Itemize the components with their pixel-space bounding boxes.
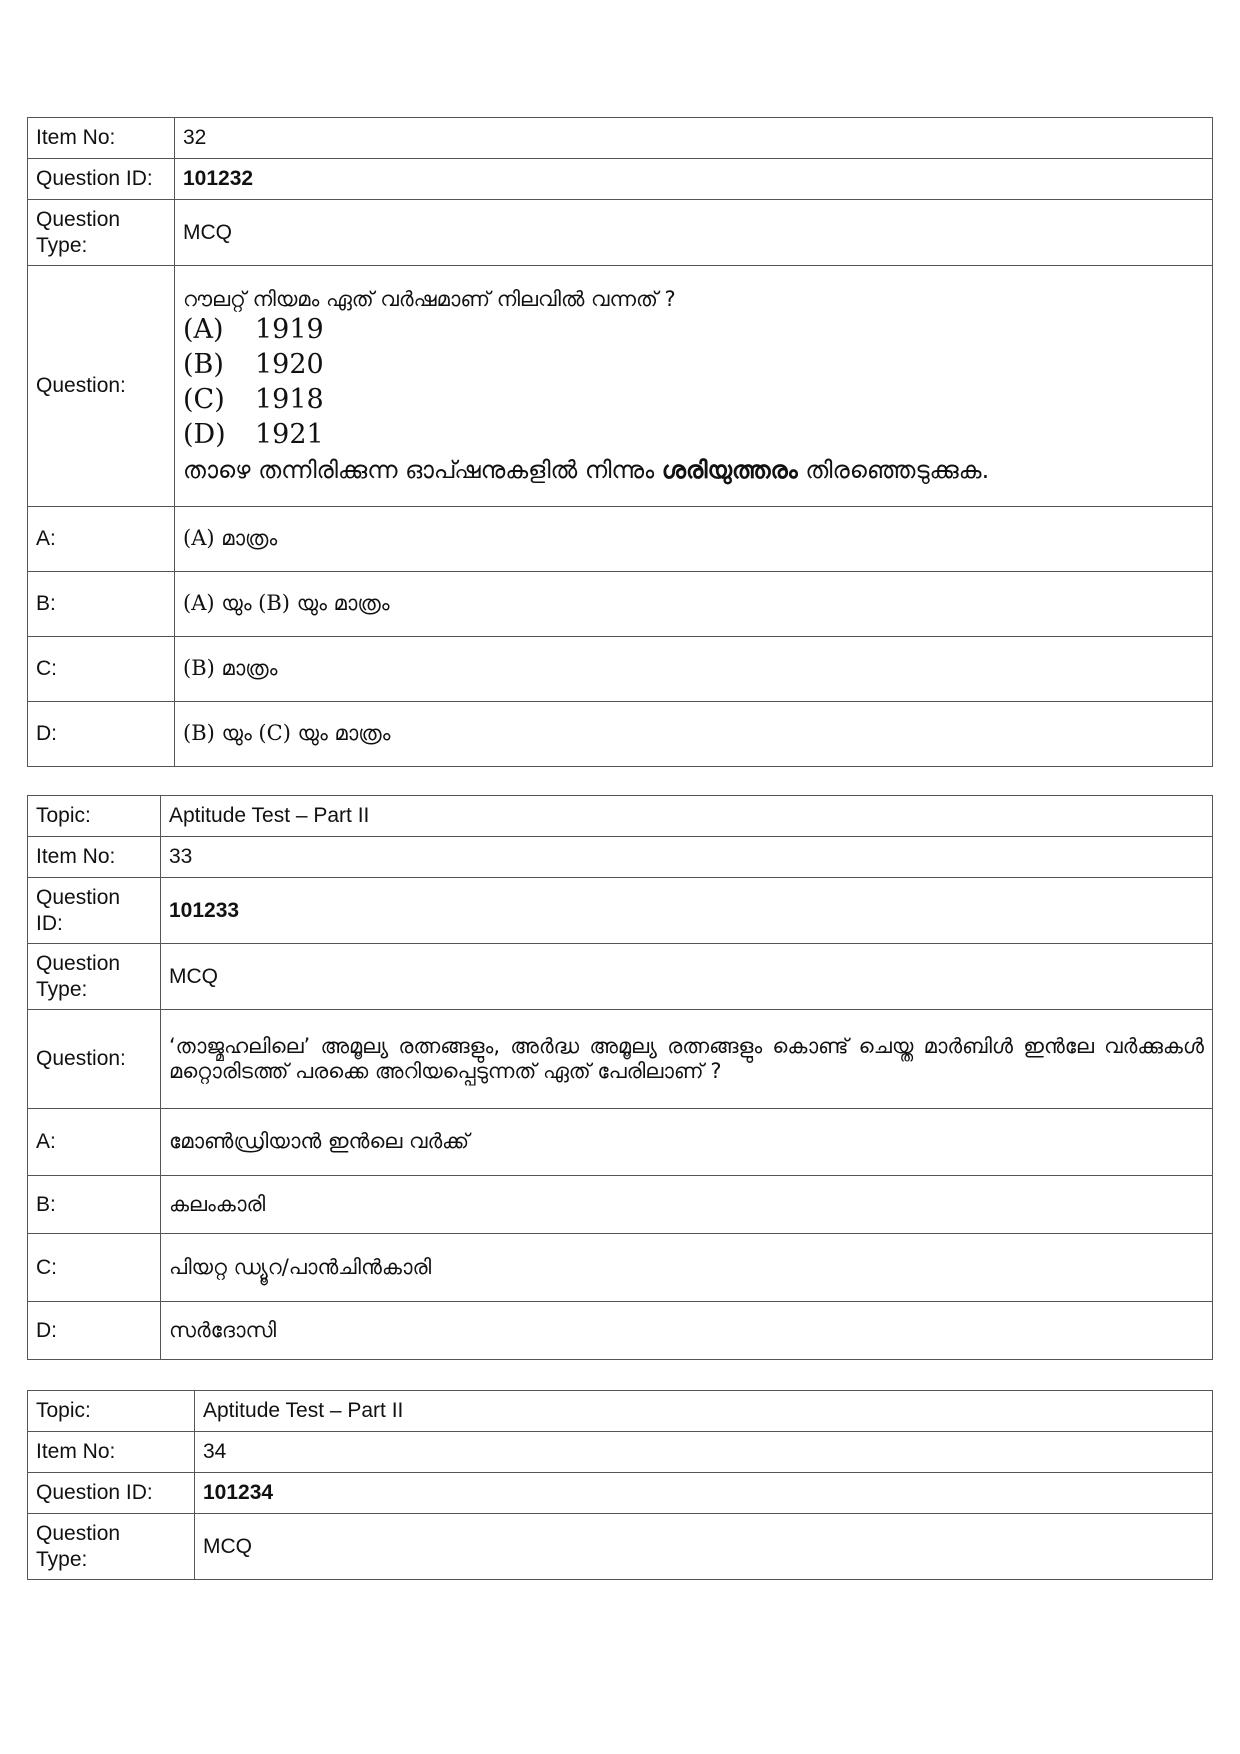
question-type-row <box>28 1514 1213 1580</box>
option-year: 1918 <box>255 384 324 416</box>
question-label: Question: <box>28 1010 161 1109</box>
item-no-row <box>28 118 1213 159</box>
question-type-label <box>28 944 161 1010</box>
item-no-value: 32 <box>175 118 1213 159</box>
instruction-text: താഴെ തന്നിരിക്കുന്ന ഓപ്ഷനുകളിൽ നിന്നും <box>183 456 662 485</box>
question-type-label-line-1: Question <box>36 952 121 976</box>
answer-c-text: പിയറ്റ ഡ്യൂറ/പാൻചിൻകാരി <box>161 1234 1213 1302</box>
question-instruction <box>183 456 1204 485</box>
item-no-row <box>28 837 1213 878</box>
answer-c-row <box>28 637 1213 702</box>
topic-row <box>28 796 1213 837</box>
option-year: 1920 <box>255 349 324 381</box>
answer-d-label: D: <box>28 702 175 767</box>
answer-c-label: C: <box>28 637 175 702</box>
instruction-text-end: തിരഞ്ഞെടുക്കുക. <box>797 456 990 485</box>
item-no-value: 33 <box>161 837 1213 878</box>
topic-value: Aptitude Test – Part II <box>195 1391 1213 1432</box>
question-type-value: MCQ <box>161 944 1213 1010</box>
answer-c-row <box>28 1234 1213 1302</box>
answer-d-text: (B) യും (C) യും മാത്രം <box>175 702 1213 767</box>
question-type-label <box>28 1514 195 1580</box>
topic-value: Aptitude Test – Part II <box>161 796 1213 837</box>
question-option-d <box>183 417 1204 452</box>
question-label: Question: <box>28 266 175 507</box>
question-id-label: Question ID: <box>28 1473 195 1514</box>
question-option-c <box>183 382 1204 417</box>
question-row <box>28 1010 1213 1109</box>
answer-d-label: D: <box>28 1302 161 1360</box>
question-type-value: MCQ <box>175 200 1213 266</box>
option-year: 1921 <box>255 419 324 451</box>
question-body <box>175 266 1213 507</box>
question-id-row <box>28 159 1213 200</box>
topic-label: Topic: <box>28 796 161 837</box>
answer-d-text: സർദോസി <box>161 1302 1213 1360</box>
item-no-label: Item No: <box>28 837 161 878</box>
answer-b-text: കലംകാരി <box>161 1176 1213 1234</box>
question-text: ‘താജ്മഹലിലെ’ അമൂല്യ രത്നങ്ങളും, അർദ്ധ അമൂല്യ രത്നങ്ങളും കൊണ്ട് ചെയ്ത മാർബിൾ ഇൻലേ വർക്കുകൾ മറ്റൊരിടത്ത് പരക്കെ അറിയപ്പെടുന്നത് ഏത് പേരിലാണ് ? <box>161 1010 1213 1109</box>
instruction-bold-text: ശരിയുത്തരം <box>661 456 798 485</box>
question-id-value: 101234 <box>195 1473 1213 1514</box>
question-type-label-line-1: Question <box>36 208 121 232</box>
question-id-row <box>28 878 1213 944</box>
question-type-label <box>28 200 175 266</box>
item-no-value: 34 <box>195 1432 1213 1473</box>
answer-a-text: (A) മാത്രം <box>175 507 1213 572</box>
question-type-label-line-2: Type: <box>36 1547 88 1571</box>
answer-b-text: (A) യും (B) യും മാത്രം <box>175 572 1213 637</box>
answer-b-label: B: <box>28 572 175 637</box>
question-id-value: 101233 <box>161 878 1213 944</box>
question-type-label-line-1: Question <box>36 1522 121 1546</box>
answer-a-row <box>28 507 1213 572</box>
option-letter: (B) <box>183 349 224 381</box>
answer-b-label: B: <box>28 1176 161 1234</box>
question-id-label-line-1: Question <box>36 886 121 910</box>
question-text: റൗലറ്റ് നിയമം ഏത് വർഷമാണ് നിലവിൽ വന്നത് ? <box>183 286 676 311</box>
answer-c-label: C: <box>28 1234 161 1302</box>
question-type-row <box>28 944 1213 1010</box>
answer-d-row <box>28 1302 1213 1360</box>
question-id-label: Question ID: <box>28 159 175 200</box>
answer-a-label: A: <box>28 507 175 572</box>
question-id-row <box>28 1473 1213 1514</box>
answer-c-text: (B) മാത്രം <box>175 637 1213 702</box>
item-no-row <box>28 1432 1213 1473</box>
answer-b-row <box>28 1176 1213 1234</box>
item-no-label: Item No: <box>28 1432 195 1473</box>
question-option-a <box>183 312 1204 347</box>
question-type-label-line-2: Type: <box>36 233 88 257</box>
question-id-label-line-2: ID: <box>36 911 63 935</box>
option-letter: (A) <box>183 314 224 345</box>
question-34-table <box>27 1390 1213 1580</box>
answer-d-row <box>28 702 1213 767</box>
answer-b-row <box>28 572 1213 637</box>
question-type-value: MCQ <box>195 1514 1213 1580</box>
question-option-b <box>183 347 1204 382</box>
question-33-table <box>27 795 1213 1360</box>
question-type-row <box>28 200 1213 266</box>
answer-a-label: A: <box>28 1109 161 1176</box>
answer-a-text: മോൺഡ്രിയാൻ ഇൻലെ വർക്ക് <box>161 1109 1213 1176</box>
option-letter: (D) <box>183 419 226 451</box>
answer-a-row <box>28 1109 1213 1176</box>
option-year: 1919 <box>255 314 324 345</box>
question-id-value: 101232 <box>175 159 1213 200</box>
question-row <box>28 266 1213 507</box>
question-type-label-line-2: Type: <box>36 977 88 1001</box>
question-32-table <box>27 117 1213 767</box>
item-no-label: Item No: <box>28 118 175 159</box>
topic-label: Topic: <box>28 1391 195 1432</box>
question-id-label <box>28 878 161 944</box>
topic-row <box>28 1391 1213 1432</box>
option-letter: (C) <box>183 384 225 416</box>
